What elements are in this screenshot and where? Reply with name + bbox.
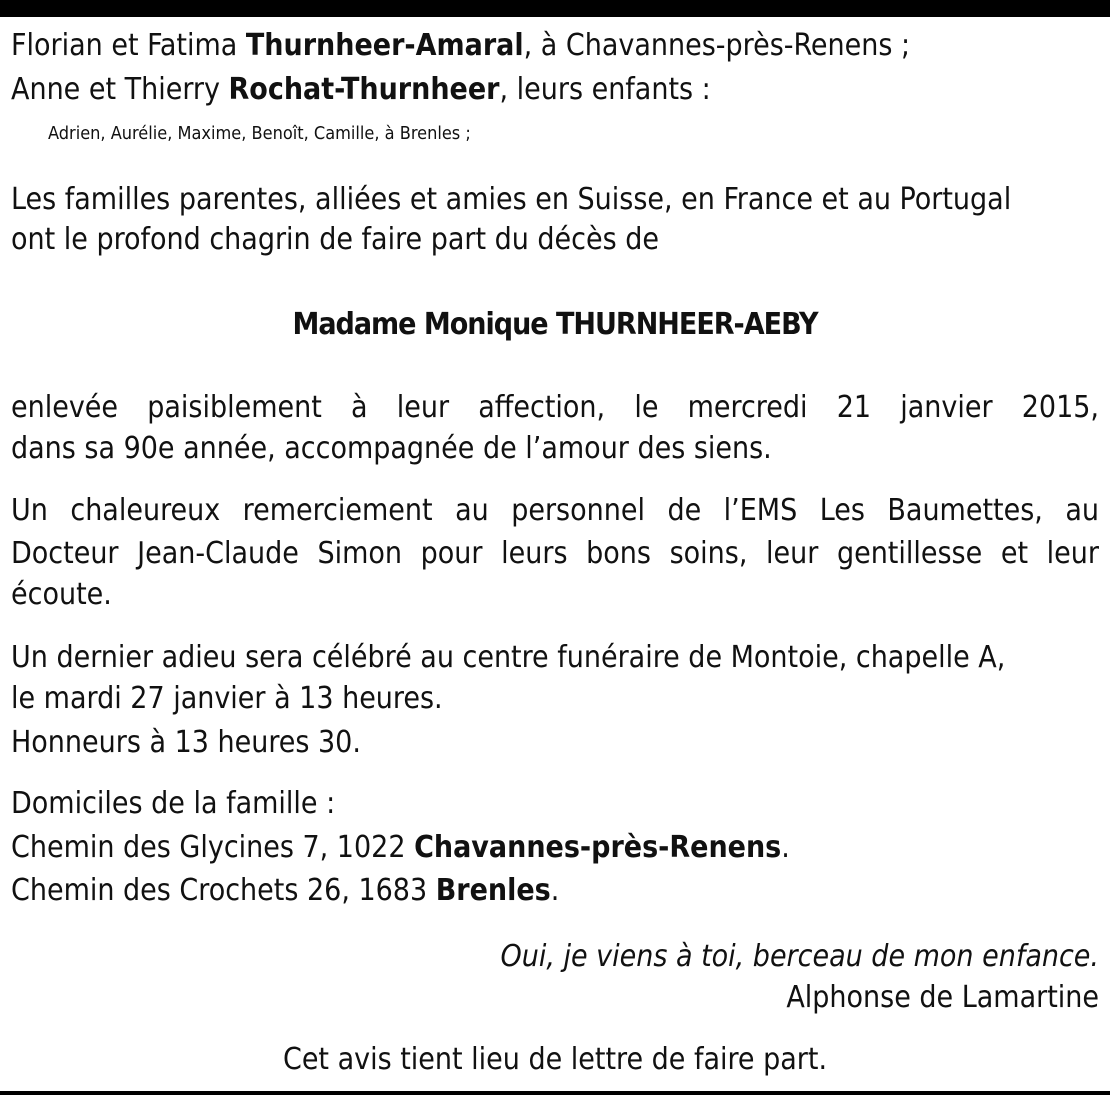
quote-author: Alphonse de Lamartine <box>786 980 1099 1015</box>
family-line-1 <box>11 28 1099 64</box>
address-1-city: Chavannes-près-Renens <box>414 830 782 865</box>
family-2-surname: Rochat-Thurnheer <box>228 72 500 107</box>
announcement-line-1: Les familles parentes, alliées et amies en Suisse, en France et au Portugal <box>11 182 1012 217</box>
address-1-period: . <box>781 830 790 865</box>
thanks-line-3: écoute. <box>11 577 112 612</box>
deceased-name: Madame Monique THURNHEER-AEBY <box>292 307 818 342</box>
ceremony-line-2: le mardi 27 janvier à 13 heures. <box>11 681 443 716</box>
bottom-border-rule <box>0 1091 1110 1095</box>
family-1-names: Florian et Fatima <box>11 28 246 63</box>
family-1-location: , à Chavannes-près-Renens ; <box>523 28 911 63</box>
domicile-address-1 <box>11 830 1099 866</box>
address-2-city: Brenles <box>435 873 551 908</box>
family-2-names: Anne et Thierry <box>11 72 229 107</box>
quote-text: Oui, je viens à toi, berceau de mon enfance. <box>500 939 1099 974</box>
thanks-line-2: Docteur Jean-Claude Simon pour leurs bons soins, leur gentillesse et leur <box>11 536 1099 571</box>
family-1-surname: Thurnheer-Amaral <box>245 28 524 63</box>
address-2-street: Chemin des Crochets 26, 1683 <box>11 873 436 908</box>
domiciles-heading: Domiciles de la famille : <box>11 786 336 821</box>
announcement-line-2: ont le profond chagrin de faire part du décès de <box>11 222 660 257</box>
family-line-2 <box>11 72 1099 108</box>
family-2-suffix: , leurs enfants : <box>499 72 711 107</box>
address-1-street: Chemin des Glycines 7, 1022 <box>11 830 415 865</box>
footer-notice: Cet avis tient lieu de lettre de faire part. <box>282 1042 828 1077</box>
address-2-period: . <box>550 873 560 908</box>
ceremony-line-3: Honneurs à 13 heures 30. <box>11 725 361 760</box>
ceremony-line-1: Un dernier adieu sera célébré au centre funéraire de Montoie, chapelle A, <box>11 640 1006 675</box>
top-border-rule <box>0 0 1110 17</box>
domicile-address-2 <box>11 873 1099 909</box>
thanks-line-1: Un chaleureux remerciement au personnel de l’EMS Les Baumettes, au <box>11 493 1099 528</box>
passing-line-2: dans sa 90e année, accompagnée de l’amour des siens. <box>11 431 772 466</box>
grandchildren-line: Adrien, Aurélie, Maxime, Benoît, Camille, à Brenles ; <box>48 123 471 144</box>
passing-line-1: enlevée paisiblement à leur affection, le mercredi 21 janvier 2015, <box>11 390 1099 425</box>
